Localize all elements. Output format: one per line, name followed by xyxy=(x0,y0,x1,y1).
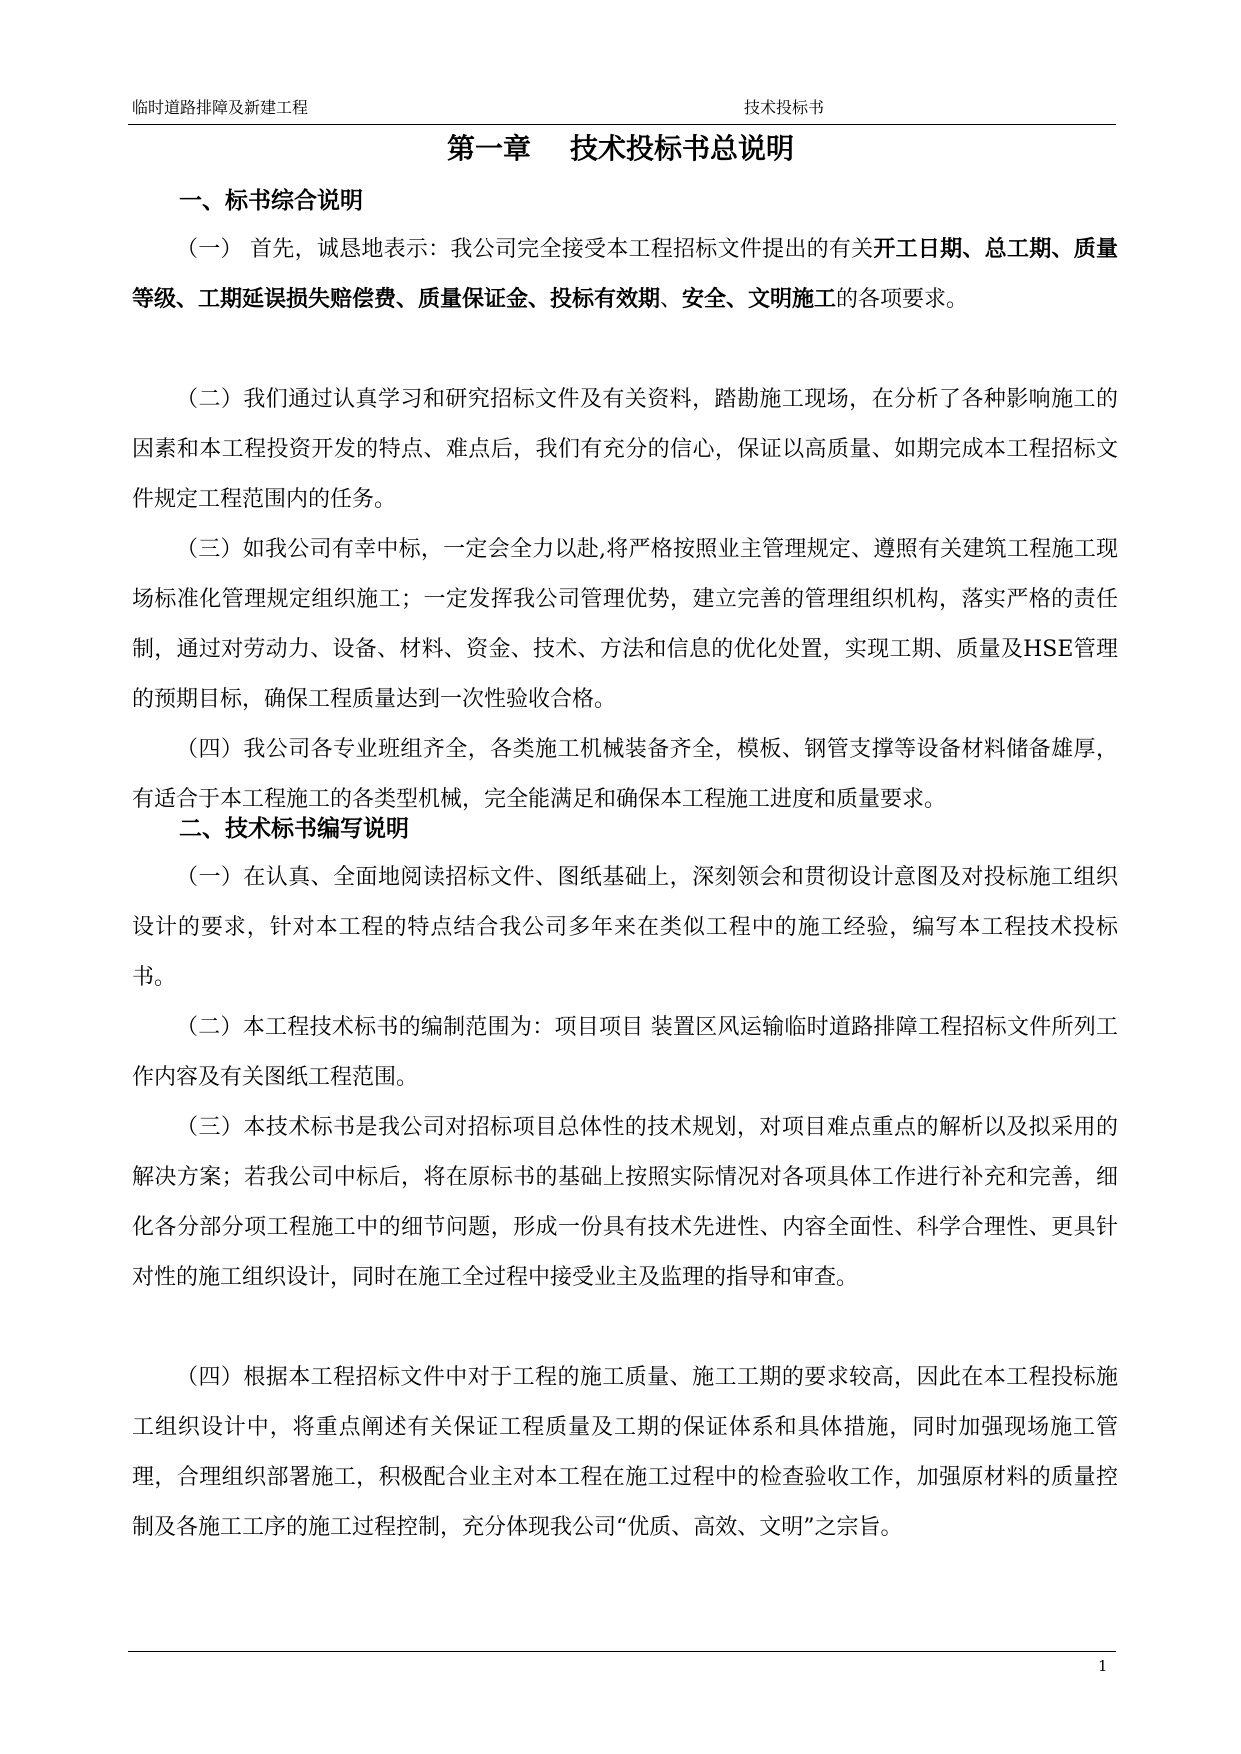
paragraph-1-3: （三）如我公司有幸中标，一定会全力以赴,将严格按照业主管理规定、遵照有关建筑工程施工现场标准化管理规定组织施工；一定发挥我公司管理优势，建立完善的管理组织机构，落实严格的责任制，通过对劳动力、设备、材料、资金、技术、方法和信息的优化处置，实现工期、质量及HSE管理的预期目标，确保工程质量达到一次性验收合格。 xyxy=(132,537,1118,712)
paragraph-1-1-bold-terms: 开工日期、总工期、质量等级、工期延误损失赔偿费、质量保证金、投标有效期 xyxy=(132,237,1118,312)
paragraph-2-3: （三）本技术标书是我公司对招标项目总体性的技术规划，对项目难点重点的解析以及拟采用的解决方案；若我公司中标后，将在原标书的基础上按照实际情况对各项具体工作进行补充和完善，细化各分部分项工程施工中的细节问题，形成一份具有技术先进性、内容全面性、科学合理性、更具针对性的施工组织设计，同时在施工全过程中接受业主及监理的指导和审查。 xyxy=(132,1115,1118,1290)
paragraph-1-1 xyxy=(132,225,1118,325)
paragraph-2-4: （四）根据本工程招标文件中对于工程的施工质量、施工工期的要求较高，因此在本工程投标施工组织设计中，将重点阐述有关保证工程质量及工期的保证体系和具体措施，同时加强现场施工管理，合理组织部署施工，积极配合业主对本工程在施工过程中的检查验收工作，加强原材料的质量控制及各施工工序的施工过程控制，充分体现我公司“优质、高效、文明”之宗旨。 xyxy=(132,1365,1118,1540)
paragraph-1-1-bold-terms-2: 安全、文明施工 xyxy=(682,287,837,312)
section-heading-1: 一、标书综合说明 xyxy=(179,188,363,214)
paragraph-1-1-separator: 、 xyxy=(660,287,683,312)
chapter-title: 第一章 技术投标书总说明 xyxy=(447,132,794,165)
paragraph-2-1: （一）在认真、全面地阅读招标文件、图纸基础上，深刻领会和贯彻设计意图及对投标施工组织设计的要求，针对本工程的特点结合我公司多年来在类似工程中的施工经验，编写本工程技术投标书。 xyxy=(132,865,1118,990)
paragraph-1-2: （二）我们通过认真学习和研究招标文件及有关资料，踏勘施工现场，在分析了各种影响施工的因素和本工程投资开发的特点、难点后，我们有充分的信心，保证以高质量、如期完成本工程招标文件规定工程范围内的任务。 xyxy=(132,387,1118,512)
section-heading-2: 二、技术标书编写说明 xyxy=(179,816,409,842)
footer-divider xyxy=(128,1651,1116,1652)
paragraph-1-1-text: （一） 首先，诚恳地表示：我公司完全接受本工程招标文件提出的有关 xyxy=(176,237,874,262)
paragraph-2-2: （二）本工程技术标书的编制范围为：项目项目 装置区风运输临时道路排障工程招标文件所列工作内容及有关图纸工程范围。 xyxy=(132,1015,1118,1090)
paragraph-1-4: （四）我公司各专业班组齐全，各类施工机械装备齐全，模板、钢管支撑等设备材料储备雄厚，有适合于本工程施工的各类型机械，完全能满足和确保本工程施工进度和质量要求。 xyxy=(132,737,1118,812)
paragraph-1-1-tail: 的各项要求。 xyxy=(836,287,969,312)
header-project-name: 临时道路排障及新建工程 xyxy=(132,98,309,117)
header-divider xyxy=(128,124,1116,125)
page-number: 1 xyxy=(1098,1657,1108,1675)
header-doc-type: 技术投标书 xyxy=(744,98,825,117)
